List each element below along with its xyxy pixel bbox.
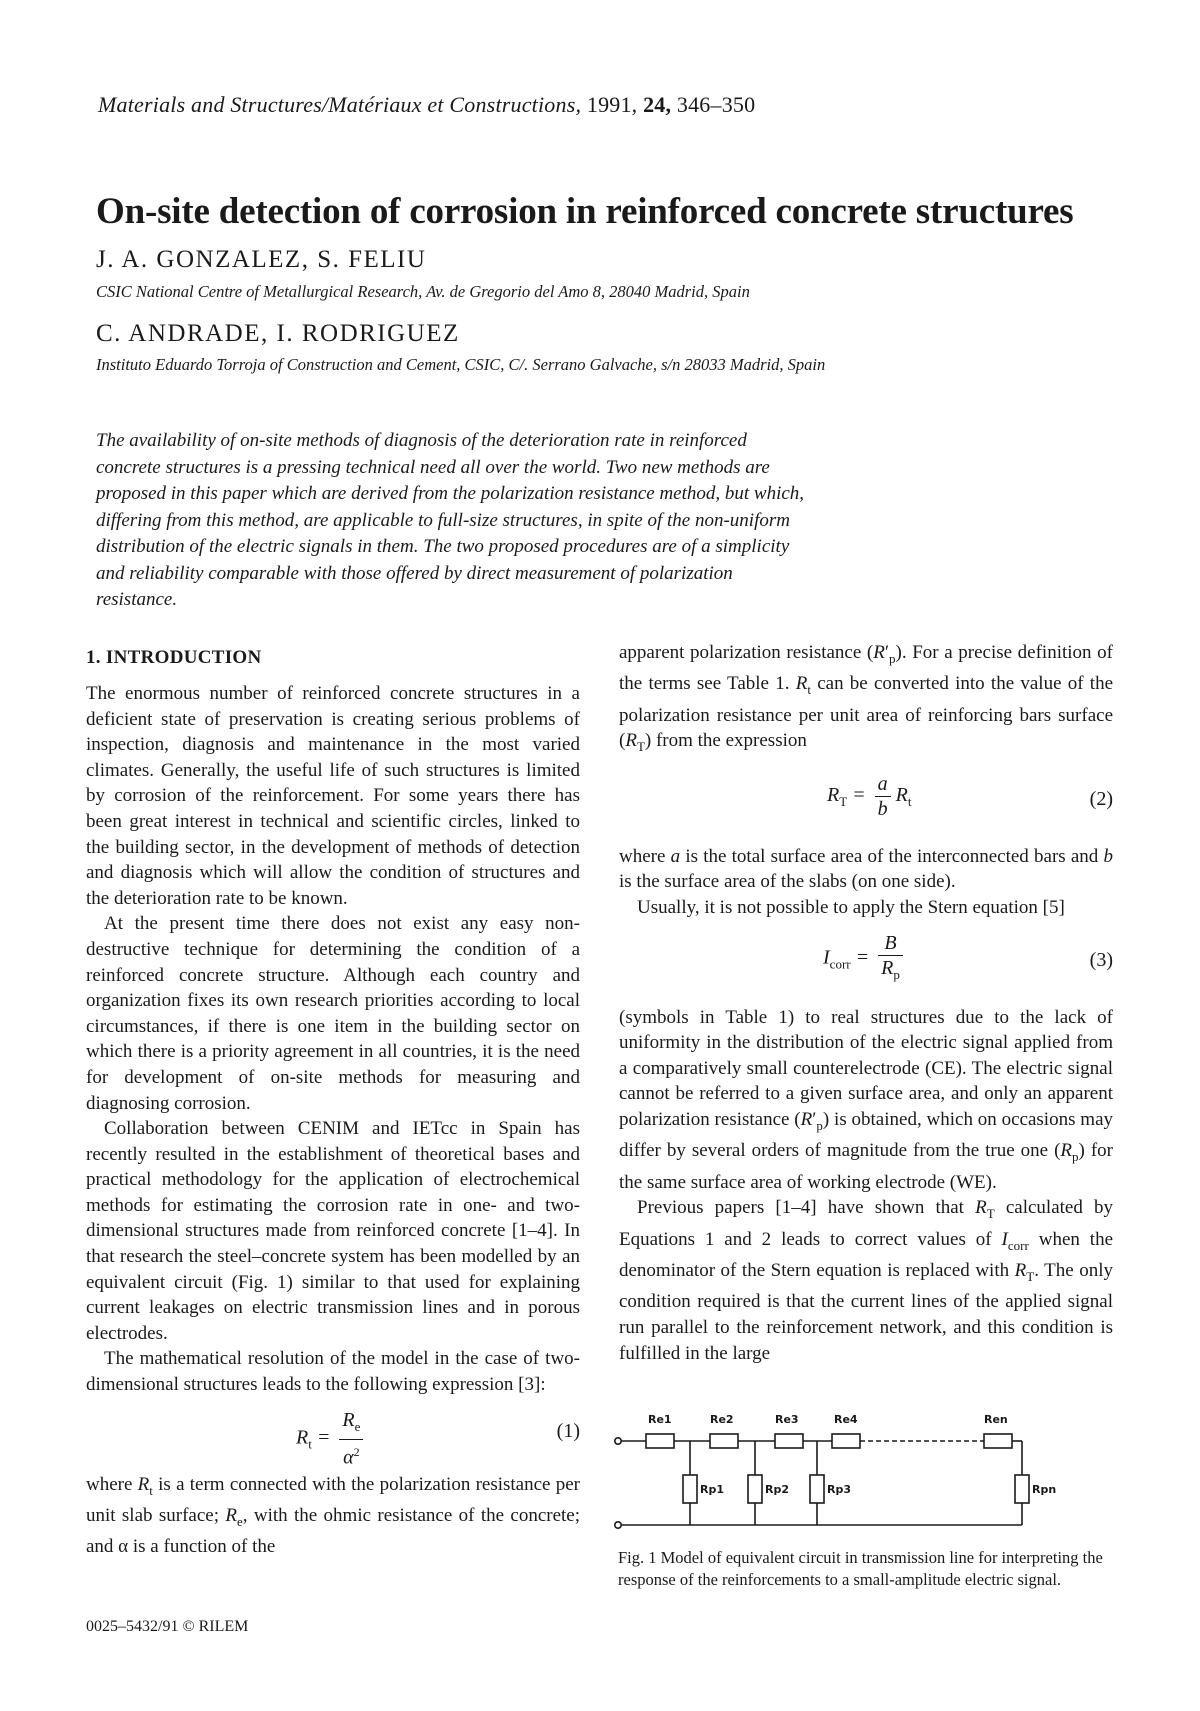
affiliation-2: Instituto Eduardo Torroja of Construction and Cement, CSIC, C/. Serrano Galvache, s/n 28033 Madrid, Spain [96,355,826,374]
equation-expression: $R_t$ = $\frac{R_e}{\alpha^2}$ [296,1408,363,1470]
abstract-line: differing from this method, are applicable to full-size structures, in spite of the non-uniform [96,509,790,531]
figure-caption: Fig. 1 Model of equivalent circuit in transmission line for interpreting the response of the reinforcements to a small-amplitude electric signal. [618,1548,1103,1589]
abstract-line: proposed in this paper which are derived from the polarization resistance method, but which, [96,483,805,504]
circuit-label: Re2 [710,1413,734,1426]
abstract-line: distribution of the electric signals in them. The two proposed procedures are of a simplicity [96,536,790,557]
abstract-line: The availability of on-site methods of diagnosis of the deterioration rate in reinforced [96,430,747,451]
paragraph: Collaboration between CENIM and IETcc in Spain has recently resulted in the establishment of theoretical bases and practical methodology for the application of electrochemical methods for estimating the corrosion rate in one- and two-dimensional structures made from reinforced concrete [1–4]. In that research the steel–concrete system has been modelled by an equivalent circuit (Fig. 1) similar to that used for explaining current leakages on electric transmission lines and in porous electrodes. [86,1118,580,1344]
left-column [86,647,580,1560]
figure-1 [612,1393,1122,1591]
circuit-label: Re1 [648,1413,672,1426]
circuit-label: Rp1 [700,1483,724,1496]
circuit-label: Ren [984,1413,1008,1426]
circuit-label: Rpn [1032,1483,1057,1496]
abstract-line: resistance. [96,589,178,610]
equation-expression: $R_T$ = $\frac{a}{b}$ $R_t$ [827,772,912,820]
equivalent-circuit-diagram [612,1393,1122,1543]
paper-title: On-site detection of corrosion in reinforced concrete structures [96,191,1074,232]
equation-3 [619,921,1113,1005]
paragraph: where a is the total surface area of the interconnected bars and b is the surface area of the slabs (on one side). [619,845,1114,893]
section-heading: 1. INTRODUCTION [86,647,262,668]
affiliation-1: CSIC National Centre of Metallurgical Research, Av. de Gregorio del Amo 8, 28040 Madrid, Spain [96,282,750,301]
author-group-2: C. ANDRADE, I. RODRIGUEZ [96,320,460,347]
paragraph: The mathematical resolution of the model in the case of two-dimensional structures leads to the following expression [3]: [86,1348,580,1396]
paragraph: where $R_t$ is a term connected with the polarization resistance per unit slab surface; $R_e$, with the ohmic resistance of the concrete; and α is a function of the [86,1473,581,1558]
journal-citation: Materials and Structures/Matériaux et Constructions, 1991, 24, 346–350 [98,92,756,117]
equation-expression: $I_{corr}$ = $\frac{B}{R_p}$ [823,931,903,987]
abstract-line: and reliability comparable with those offered by direct measurement of polarization [96,562,733,584]
paragraph: (symbols in Table 1) to real structures due to the lack of uniformity in the distribution of the electric signal applied from a comparatively small counterelectrode (CE). The electric signal cannot be referred to a given surface area, and only an apparent polarization resistance $(R'_p)$ is obtained, which on occasions may differ by several orders of magnitude from the true one $(R_p)$ for the same surface area of working electrode (WE). [619,1006,1113,1193]
equation-1 [86,1398,580,1472]
equation-number: (1) [556,1419,580,1442]
equation-number: (3) [1089,948,1113,971]
paragraph: Previous papers [1–4] have shown that $R_T$ calculated by Equations 1 and 2 leads to correct values of $I_{corr}$ when the denominator of the Stern equation is replaced with $R_T$. The only condition required is that the current lines of the applied signal run parallel to the reinforcement network, and this condition is fulfilled in the large [619,1197,1114,1364]
right-column [619,640,1113,1366]
paragraph: The enormous number of reinforced concrete structures in a deficient state of preservation is creating serious problems of inspection, diagnosis and maintenance in the most varied climates. Generally, the useful life of such structures is limited by corrosion of the reinforcement. For some years there has been great interest in technical and scientific circles, linked to the building sector, in the development of methods of detection and diagnosis which will allow the condition of structures and the deterioration rate to be known. [86,683,580,909]
circuit-label: Rp3 [827,1483,851,1496]
equation-number: (2) [1089,787,1113,810]
abstract-line: concrete structures is a pressing technical need all over the world. Two new methods are [96,456,770,478]
paragraph: Usually, it is not possible to apply the Stern equation [5] [637,896,1065,918]
circuit-label: Rp2 [765,1483,789,1496]
circuit-label: Re3 [775,1413,799,1426]
footer-copyright: 0025–5432/91 © RILEM [86,1618,249,1635]
paragraph: apparent polarization resistance $(R'_p)$. For a precise definition of the terms see Table 1. $R_t$ can be converted into the value of the polarization resistance per unit area of reinforcing bars surface $(R_T)$ from the expression [619,642,1114,755]
paragraph: At the present time there does not exist any easy non-destructive technique for determining the condition of a reinforced concrete structure. Although each country and organization fixes its own research priorities according to local circumstances, if there is one item in the building sector on which there is a priority agreement in all countries, it is the need for development of on-site methods for measuring and diagnosing corrosion. [86,913,580,1114]
author-group-1: J. A. GONZALEZ, S. FELIU [96,246,427,273]
abstract [96,428,896,614]
equation-2 [619,760,1113,844]
circuit-label: Re4 [834,1413,858,1426]
